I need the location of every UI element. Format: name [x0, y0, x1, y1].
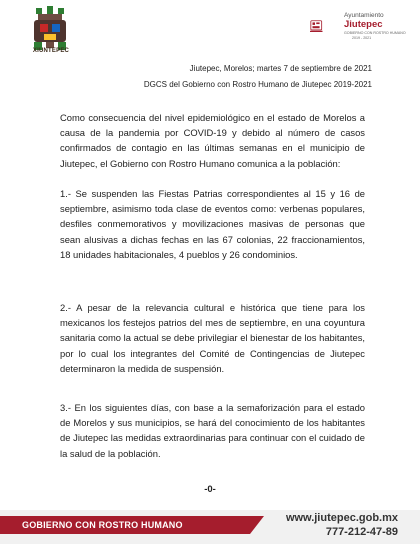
right-logo-line2: Jiutepec	[344, 19, 383, 30]
intro-paragraph: Como consecuencia del nivel epidemiológico en el estado de Morelos a causa de la pandemia por COVID-19 y debido al número de casos confirmados de contagio en las últimas semanas en el municipio de Jiutepec, el Gobierno con Rostro Humano comunica a la población:	[60, 112, 365, 169]
right-logo-line1: Ayuntamiento	[344, 12, 384, 19]
footer-phone[interactable]: 777-212-47-89	[325, 526, 398, 538]
closing-mark: -0-	[204, 484, 216, 495]
left-logo-label: XIUNTEPEC	[32, 48, 70, 54]
xiuntepec-logo	[30, 6, 70, 52]
footer-website-link[interactable]: www.jiutepec.gob.mx	[285, 512, 398, 524]
footer-slogan: GOBIERNO CON ROSTRO HUMANO	[22, 520, 183, 530]
point-1-paragraph: 1.- Se suspenden las Fiestas Patrias correspondientes al 15 y 16 de septiembre, asimismo toda clase de eventos como: verbenas populares, desfiles conmemorativos y movilizaciones masivas de personas que sean alusivas a dichas fechas en las 67 colonias, 22 fraccionamientos, 18 unidades habitacionales, 4 pueblos y 26 condominios.	[60, 188, 365, 260]
date-line: Jiutepec, Morelos; martes 7 de septiembre de 2021	[189, 64, 372, 73]
ayuntamiento-jiutepec-logo	[310, 6, 340, 48]
footer-red-band-tip	[250, 516, 264, 534]
department-line: DGCS del Gobierno con Rostro Humano de Jiutepec 2019-2021	[143, 80, 372, 89]
right-logo-line4: 2019 - 2021	[352, 36, 372, 40]
point-2-paragraph: 2.- A pesar de la relevancia cultural e histórica que tiene para los mexicanos los festejos patrios del mes de septiembre, en una coyuntura sanitaria como la actual se debe privilegiar el bienestar de los habitantes, por lo cual los integrantes del Comité de Contingencias de Jiutepec determinaron la medida de suspensión.	[60, 302, 365, 374]
point-3-paragraph: 3.- En los siguientes días, con base a la semaforización para el estado de Morelos y sus municipios, se hará del conocimiento de los habitantes de Jiutepec las medidas extraordinarias para continuar con el cuidado de la salud de la población.	[60, 402, 365, 459]
right-logo-line3: GOBIERNO CON ROSTRO HUMANO	[344, 31, 406, 35]
